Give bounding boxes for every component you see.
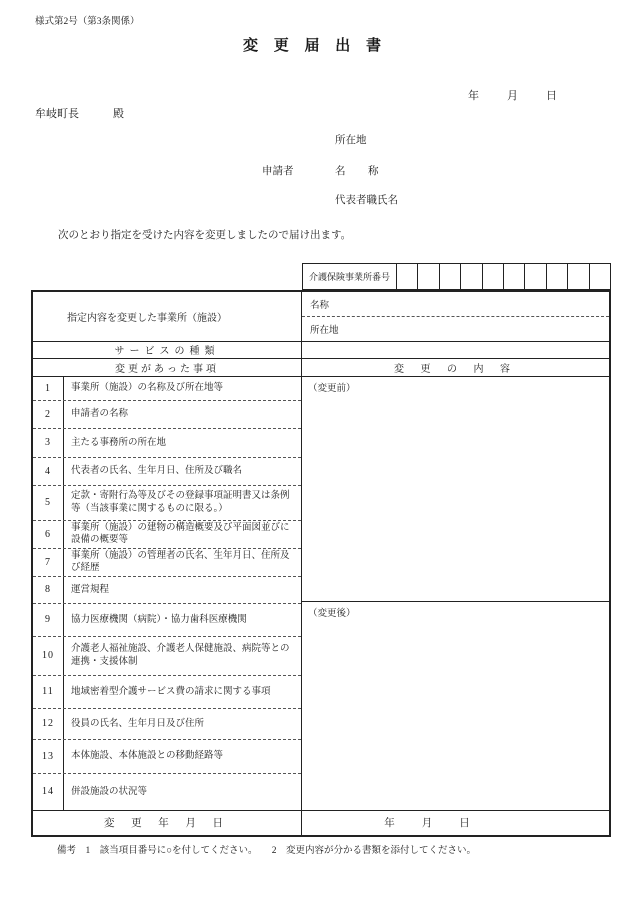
- item-number: 4: [33, 458, 64, 485]
- applicant-label: 申請者: [262, 166, 294, 177]
- representative-label: 代表者職氏名: [335, 195, 398, 206]
- service-type-label: サービスの種類: [33, 342, 302, 358]
- office-address-field: 所在地: [310, 325, 339, 336]
- item-label: 定款・寄附行為等及びその登録事項証明書又は条例等（当該事業に関するものに限る。）: [71, 491, 290, 514]
- intro-sentence: 次のとおり指定を受けた内容を変更しましたので届け出ます。: [58, 230, 352, 241]
- item-label: 事業所（施設）の管理者の氏名、生年月日、住所及び経歴: [71, 550, 290, 574]
- office-number-box: [461, 264, 482, 289]
- item-number: 1: [33, 377, 64, 400]
- change-date-label: 変 更 年 月 日: [33, 811, 302, 835]
- office-number-box: [397, 264, 418, 289]
- item-label: 申請者の名称: [71, 409, 129, 420]
- item-number: 7: [33, 549, 64, 576]
- item-label: 運営規程: [71, 584, 110, 595]
- change-table: [31, 290, 611, 837]
- page-title: 変 更 届 出 書: [242, 38, 387, 54]
- form-number: 様式第2号（第3条関係）: [35, 17, 140, 27]
- item-label: 代表者の氏名、生年月日、住所及び職名: [71, 466, 243, 477]
- item-row-11: [33, 675, 301, 708]
- addressee-honorific: 殿: [113, 108, 124, 120]
- item-row-1: [33, 377, 301, 400]
- applicant-name-label: 名 称: [335, 166, 385, 177]
- after-label: （変更後）: [308, 608, 356, 619]
- item-number: 8: [33, 577, 64, 603]
- office-number-box: [418, 264, 439, 289]
- item-number: 6: [33, 521, 64, 548]
- applicant-address-label: 所在地: [335, 135, 367, 146]
- office-number-box: [547, 264, 568, 289]
- item-row-2: [33, 400, 301, 428]
- item-row-6: [33, 520, 301, 548]
- item-row-5: [33, 485, 301, 520]
- change-after-field: [302, 602, 609, 810]
- item-row-9: [33, 603, 301, 636]
- item-label: 協力医療機関（病院）・協力歯科医療機関: [71, 614, 247, 625]
- item-number: 10: [33, 637, 64, 675]
- change-content-header: 変 更 の 内 容: [394, 363, 517, 375]
- item-number: 14: [33, 774, 64, 810]
- changed-office-label: 指定内容を変更した事業所（施設）: [33, 292, 302, 341]
- changed-items-rows: [33, 377, 302, 810]
- item-label: 事業所（施設）の建物の構造概要及び平面図並びに設備の概要等: [71, 522, 290, 546]
- office-number-box: [525, 264, 546, 289]
- item-row-4: [33, 457, 301, 485]
- item-row-14: [33, 773, 301, 810]
- office-number-box: [568, 264, 589, 289]
- item-row-10: [33, 636, 301, 675]
- item-row-13: [33, 739, 301, 773]
- item-number: 2: [33, 401, 64, 428]
- office-number-label: 介護保険事業所番号: [303, 264, 397, 289]
- item-number: 3: [33, 429, 64, 457]
- item-number: 12: [33, 709, 64, 739]
- item-row-12: [33, 708, 301, 739]
- office-number-row: [302, 263, 611, 290]
- item-row-3: [33, 428, 301, 457]
- item-label: 役員の氏名、生年月日及び住所: [71, 718, 205, 729]
- item-label: 主たる事務所の所在地: [71, 437, 167, 448]
- item-row-8: [33, 576, 301, 603]
- change-date-field: 年 月 日: [384, 818, 472, 830]
- office-number-boxes: [397, 264, 610, 289]
- changed-items-header: 変更があった事項: [33, 359, 302, 376]
- addressee-line: [35, 105, 124, 121]
- submission-date: 年 月 日: [468, 90, 559, 102]
- item-number: 5: [33, 486, 64, 520]
- item-label: 地域密着型介護サービス費の請求に関する事項: [71, 686, 271, 697]
- before-label: （変更前）: [308, 383, 356, 394]
- office-number-box: [483, 264, 504, 289]
- change-before-field: [302, 377, 609, 602]
- office-number-box: [440, 264, 461, 289]
- office-number-box: [504, 264, 525, 289]
- item-number: 11: [33, 676, 64, 708]
- item-number: 13: [33, 740, 64, 773]
- item-label: 介護老人福祉施設、介護老人保健施設、病院等との連携・支援体制: [71, 644, 290, 667]
- item-label: 事業所（施設）の名称及び所在地等: [71, 383, 224, 394]
- office-name-field: 名称: [302, 292, 609, 317]
- item-label: 併設施設の状況等: [71, 786, 148, 797]
- remarks-note: 備考 1 該当項目番号に○を付してください。 2 変更内容が分かる書類を添付してください。: [57, 846, 476, 856]
- addressee-name: 牟岐町長: [35, 108, 79, 120]
- item-label: 本体施設、本体施設との移動経路等: [71, 751, 224, 762]
- item-number: 9: [33, 604, 64, 636]
- item-row-7: [33, 548, 301, 576]
- office-number-box: [590, 264, 610, 289]
- service-type-field: [302, 342, 609, 358]
